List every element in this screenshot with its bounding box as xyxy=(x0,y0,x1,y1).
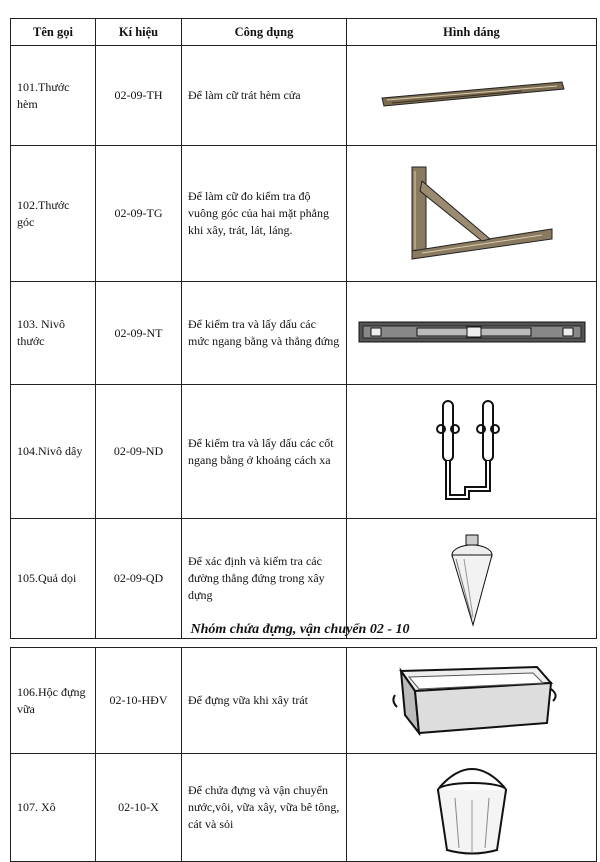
section-title: Nhóm chứa đựng, vận chuyển 02 - 10 xyxy=(190,622,410,637)
tool-use: Để làm cữ đo kiểm tra độ vuông góc của hai mặt phẳng khi xây, trát, lát, láng. xyxy=(182,146,347,282)
tool-name: 101.Thước hèm xyxy=(11,46,96,146)
spirit-level-icon xyxy=(357,318,587,348)
tool-name: 106.Hộc đựng vữa xyxy=(11,648,96,754)
tool-code: 02-09-ND xyxy=(96,385,182,519)
bucket-icon xyxy=(427,758,517,858)
table-row xyxy=(11,754,597,862)
table-row xyxy=(11,648,597,754)
try-square-icon xyxy=(382,159,562,269)
tools-table-0209 xyxy=(10,18,597,639)
tool-code: 02-10-HĐV xyxy=(96,648,182,754)
tool-code: 02-09-QD xyxy=(96,519,182,639)
header-name: Tên gọi xyxy=(11,19,96,46)
table-row xyxy=(11,519,597,639)
tool-name: 102.Thước góc xyxy=(11,146,96,282)
header-use: Công dụng xyxy=(182,19,347,46)
table-row xyxy=(11,385,597,519)
tool-use: Để kiểm tra và lấy dấu các mức ngang bằng và thẳng đứng xyxy=(182,282,347,385)
tool-code: 02-09-TG xyxy=(96,146,182,282)
table-row xyxy=(11,146,597,282)
plumb-bob-icon xyxy=(442,529,502,629)
tool-code: 02-09-TH xyxy=(96,46,182,146)
table-row xyxy=(11,282,597,385)
tool-use: Để kiểm tra và lấy dấu các cốt ngang bằng ở khoảng cách xa xyxy=(182,385,347,519)
tool-use: Để đựng vữa khi xây trát xyxy=(182,648,347,754)
mortar-tray-icon xyxy=(387,661,557,741)
table-row xyxy=(11,46,597,146)
tools-table-0210 xyxy=(10,647,597,862)
table-header-row xyxy=(11,19,597,46)
tool-name: 107. Xô xyxy=(11,754,96,862)
water-level-tubes-icon xyxy=(427,397,517,507)
tool-use: Để làm cữ trát hèm cửa xyxy=(182,46,347,146)
tool-name: 103. Nivô thước xyxy=(11,282,96,385)
straight-edge-ruler-icon xyxy=(372,76,572,116)
tool-use: Để chứa đựng và vận chuyển nước,vôi, vữa xây, vữa bê tông, cát và sỏi xyxy=(182,754,347,862)
tool-name: 105.Quả dọi xyxy=(11,519,96,639)
header-shape: Hình dáng xyxy=(347,19,597,46)
tool-name: 104.Nivô dây xyxy=(11,385,96,519)
tool-use: Để xác định và kiểm tra các đường thẳng đứng trong xây dựng xyxy=(182,519,347,639)
tool-code: 02-09-NT xyxy=(96,282,182,385)
header-code: Kí hiệu xyxy=(96,19,182,46)
tool-code: 02-10-X xyxy=(96,754,182,862)
